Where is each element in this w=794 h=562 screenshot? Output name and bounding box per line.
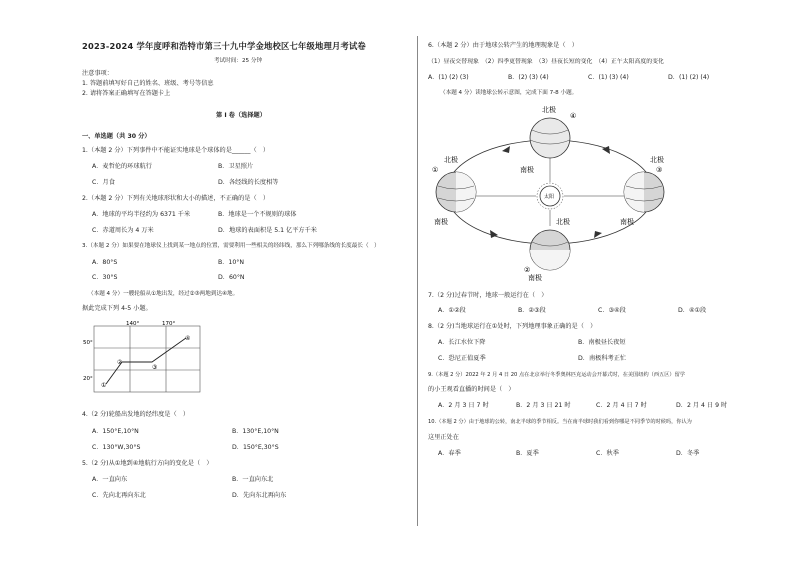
north-label-top: 北极 [542, 106, 556, 114]
point-3: ③ [152, 364, 158, 371]
q7-option-c: C．③④段 [598, 307, 626, 314]
intro-4-5: （本题 4 分）一艘轮船从①地出发，经过②③两地到达④地。 [88, 291, 239, 297]
q2-option-d: D．地球的表面积是 5.1 亿平方千米 [218, 227, 317, 234]
q3-option-d: D．60°N [218, 274, 245, 281]
q7-option-d: D．④①段 [678, 307, 707, 314]
q5-option-d: D．先向东北再向东 [232, 492, 287, 499]
q10-option-d: D．冬季 [676, 450, 700, 457]
question-9-cont: 的小王观看直播的时间是（ ） [428, 386, 515, 393]
earth-1 [432, 155, 476, 226]
question-3: 3.（本题 2 分）如果要在地球仪上找到某一地点的位置，需要利用一些相关的经纬线，那么下列哪条线的长度最长（ ） [82, 243, 380, 249]
position-2: ② [524, 266, 531, 274]
q1-option-c: C．月食 [92, 179, 115, 186]
sun-icon [537, 183, 563, 209]
q3-option-b: B．10°N [218, 259, 245, 266]
section-title: 一、单选题（共 30 分） [82, 133, 151, 140]
notes-title: 注意事项： [82, 70, 113, 77]
q9-option-d: D．2 月 4 日 9 时 [676, 402, 728, 409]
question-4: 4.（2 分)轮船出发地的经纬度是（ ） [82, 411, 190, 418]
orbit-diagram [430, 100, 670, 285]
q5-option-c: C．先向北再向东北 [92, 492, 146, 499]
q8-option-c: C．恐尼正值夏季 [438, 355, 486, 362]
left-column [82, 0, 410, 562]
q3-option-a: A．80°S [92, 259, 118, 266]
q6-items: （1）昼夜交替现象 （2）四季更替现象 （3）昼夜长短的变化 （4）正午太阳高度的变化 [428, 59, 664, 65]
question-10-cont: 这里正处在 [428, 434, 459, 441]
question-5: 5.（2 分)从①地到④地航行方向的变化是（ ） [82, 460, 213, 467]
position-3: ③ [656, 166, 663, 174]
intro-4-5-sub: 据此完成下列 4-5 小题。 [82, 305, 152, 312]
q4-option-c: C．130°W,30°S [92, 444, 141, 451]
lon-label-140: 140° [126, 321, 140, 327]
point-2: ② [117, 359, 123, 366]
north-label-3: 北极 [650, 156, 664, 164]
orbit-arrow-icon [502, 146, 510, 153]
q6-option-d: D．(1) (2) (4) [668, 74, 710, 81]
q4-option-d: D．150°E,30°S [232, 444, 279, 451]
lat-label-50: 50° [83, 340, 93, 346]
q10-option-a: A．春季 [438, 450, 461, 457]
note-2: 2. 请将答案正确填写在答题卡上 [82, 90, 171, 97]
position-4: ④ [570, 112, 577, 120]
earth-top [520, 105, 570, 174]
q3-option-c: C．30°S [92, 274, 118, 281]
earth-3 [620, 155, 664, 226]
question-10: 10.（本题 2 分）由于地球的公转，南北半球的季节相反。当在南半球时我们看到你哪是不同季节的时候吗，你认为 [428, 419, 692, 425]
north-label-1: 北极 [444, 156, 458, 164]
point-1: ① [101, 382, 107, 389]
q5-option-a: A．一直向东 [92, 476, 128, 483]
part-title: 第 I 卷（选择题） [216, 112, 266, 119]
q1-option-b: B．卫星照片 [218, 163, 254, 170]
south-label-1: 南极 [434, 218, 448, 226]
question-7: 7.（2 分)过春节时，地球一般运行在（ ） [428, 292, 548, 299]
north-label-2: 北极 [556, 218, 570, 226]
column-divider [417, 36, 418, 526]
q5-option-b: B．一直向东北 [232, 476, 274, 483]
south-label-top: 南极 [520, 166, 534, 174]
q1-option-a: A．麦哲伦的环球航行 [92, 163, 152, 170]
q10-option-b: B．夏季 [516, 450, 539, 457]
q7-option-b: B．②③段 [518, 307, 546, 314]
q9-option-a: A．2 月 3 日 7 时 [438, 402, 489, 409]
note-1: 1. 答题前填写好自己的姓名、班级、考号等信息 [82, 80, 214, 87]
question-1: 1.（本题 2 分）下列事件中不能证实地球是个球体的是______（ ） [82, 147, 270, 154]
q8-option-a: A．长江水位下降 [438, 339, 486, 346]
q2-option-c: C．赤道周长为 4 万米 [92, 227, 154, 234]
lon-label-170: 170° [162, 321, 176, 327]
south-label-2: 南极 [528, 274, 542, 282]
point-4: ④ [185, 335, 191, 342]
q6-option-c: C．(1) (3) (4) [588, 74, 629, 81]
question-6: 6.（本题 2 分）由于地球公转产生的地理现象是（ ） [428, 42, 578, 49]
right-column [428, 0, 758, 562]
grid-map [82, 320, 212, 400]
q6-option-b: B．(2) (3) (4) [508, 74, 549, 81]
q9-option-b: B．2 月 3 日 21 时 [516, 402, 571, 409]
question-2: 2.（本题 2 分）下列有关地球形状和大小的描述，不正确的是（ ） [82, 195, 270, 202]
q7-option-a: A．①②段 [438, 307, 466, 314]
sun-label: 太阳 [544, 194, 555, 200]
q4-option-a: A．150°E,10°N [92, 428, 139, 435]
orbit-arrow-icon [594, 231, 602, 238]
q10-option-c: C．秋季 [596, 450, 619, 457]
intro-7-8: （本题 4 分）读地球公转示意图，完成下面 7-8 小题。 [440, 90, 578, 96]
q8-option-b: B．南极昼长夜短 [578, 339, 626, 346]
earth-2 [524, 217, 570, 282]
exam-time: 考试时间：25 分钟 [214, 58, 263, 64]
q1-option-d: D．各经线的长度相等 [218, 179, 279, 186]
q9-option-c: C．2 月 4 日 7 时 [596, 402, 647, 409]
q2-option-a: A．地球的平均半径约为 6371 千米 [92, 211, 191, 218]
south-label-3: 南极 [620, 218, 634, 226]
question-8: 8.（2 分)当地球运行在①处时，下列地理事象正确的是（ ） [428, 323, 597, 330]
question-9: 9.（本题 2 分）2022 年 2 月 4 日 20 点在北京举行冬季奥林匹克运动会开幕式时，在美国纽约（西五区）留学 [428, 372, 685, 378]
q6-option-a: A．(1) (2) (3) [428, 74, 469, 81]
q4-option-b: B．130°E,10°N [232, 428, 279, 435]
position-1: ① [432, 166, 439, 174]
q2-option-b: B．地球是一个不规则的球体 [218, 211, 297, 218]
q8-option-d: D．南极科考正忙 [578, 355, 627, 362]
exam-title: 2023-2024 学年度呼和浩特市第三十九中学金地校区七年级地理月考试卷 [82, 41, 366, 51]
lat-label-20: 20° [83, 376, 93, 382]
